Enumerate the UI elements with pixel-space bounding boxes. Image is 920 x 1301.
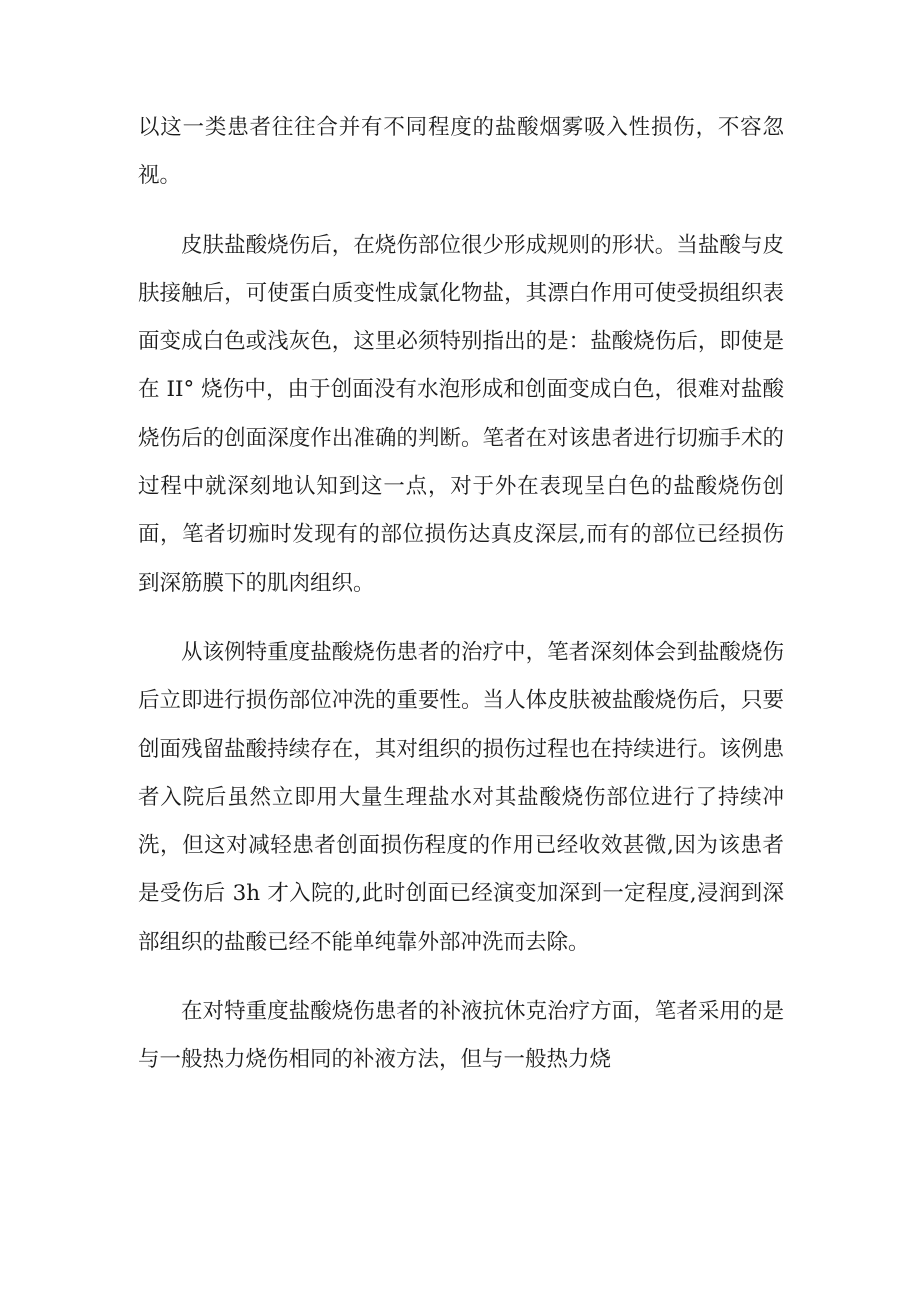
paragraph-skin-burn-appearance: 皮肤盐酸烧伤后，在烧伤部位很少形成规则的形状。当盐酸与皮肤接触后，可使蛋白质变性成氯化物盐，其漂白作用可使受损组织表面变成白色或浅灰色，这里必须特别指出的是：盐酸烧伤后，即使是在 II° 烧伤中，由于创面没有水泡形成和创面变成白色，很难对盐酸烧伤后的创面深度作出准确的判断。笔者在对该患者进行切痂手术的过程中就深刻地认知到这一点，对于外在表现呈白色的盐酸烧伤创面，笔者切痂时发现有的部位损伤达真皮深层,而有的部位已经损伤到深筋膜下的肌肉组织。 (138, 232, 784, 596)
paragraph-fluid-resuscitation: 在对特重度盐酸烧伤患者的补液抗休克治疗方面，笔者采用的是与一般热力烧伤相同的补液方法，但与一般热力烧 (138, 999, 784, 1073)
document-body (138, 104, 784, 1106)
paragraph-continued: 以这一类患者往往合并有不同程度的盐酸烟雾吸入性损伤，不容忽视。 (138, 115, 784, 189)
paragraph-wound-irrigation: 从该例特重度盐酸烧伤患者的治疗中，笔者深刻体会到盐酸烧伤后立即进行损伤部位冲洗的重要性。当人体皮肤被盐酸烧伤后，只要创面残留盐酸持续存在，其对组织的损伤过程也在持续进行。该例患者入院后虽然立即用大量生理盐水对其盐酸烧伤部位进行了持续冲洗，但这对减轻患者创面损伤程度的作用已经收效甚微,因为该患者是受伤后 3h 才入院的,此时创面已经演变加深到一定程度,浸润到深部组织的盐酸已经不能单纯靠外部冲洗而去除。 (138, 639, 784, 955)
